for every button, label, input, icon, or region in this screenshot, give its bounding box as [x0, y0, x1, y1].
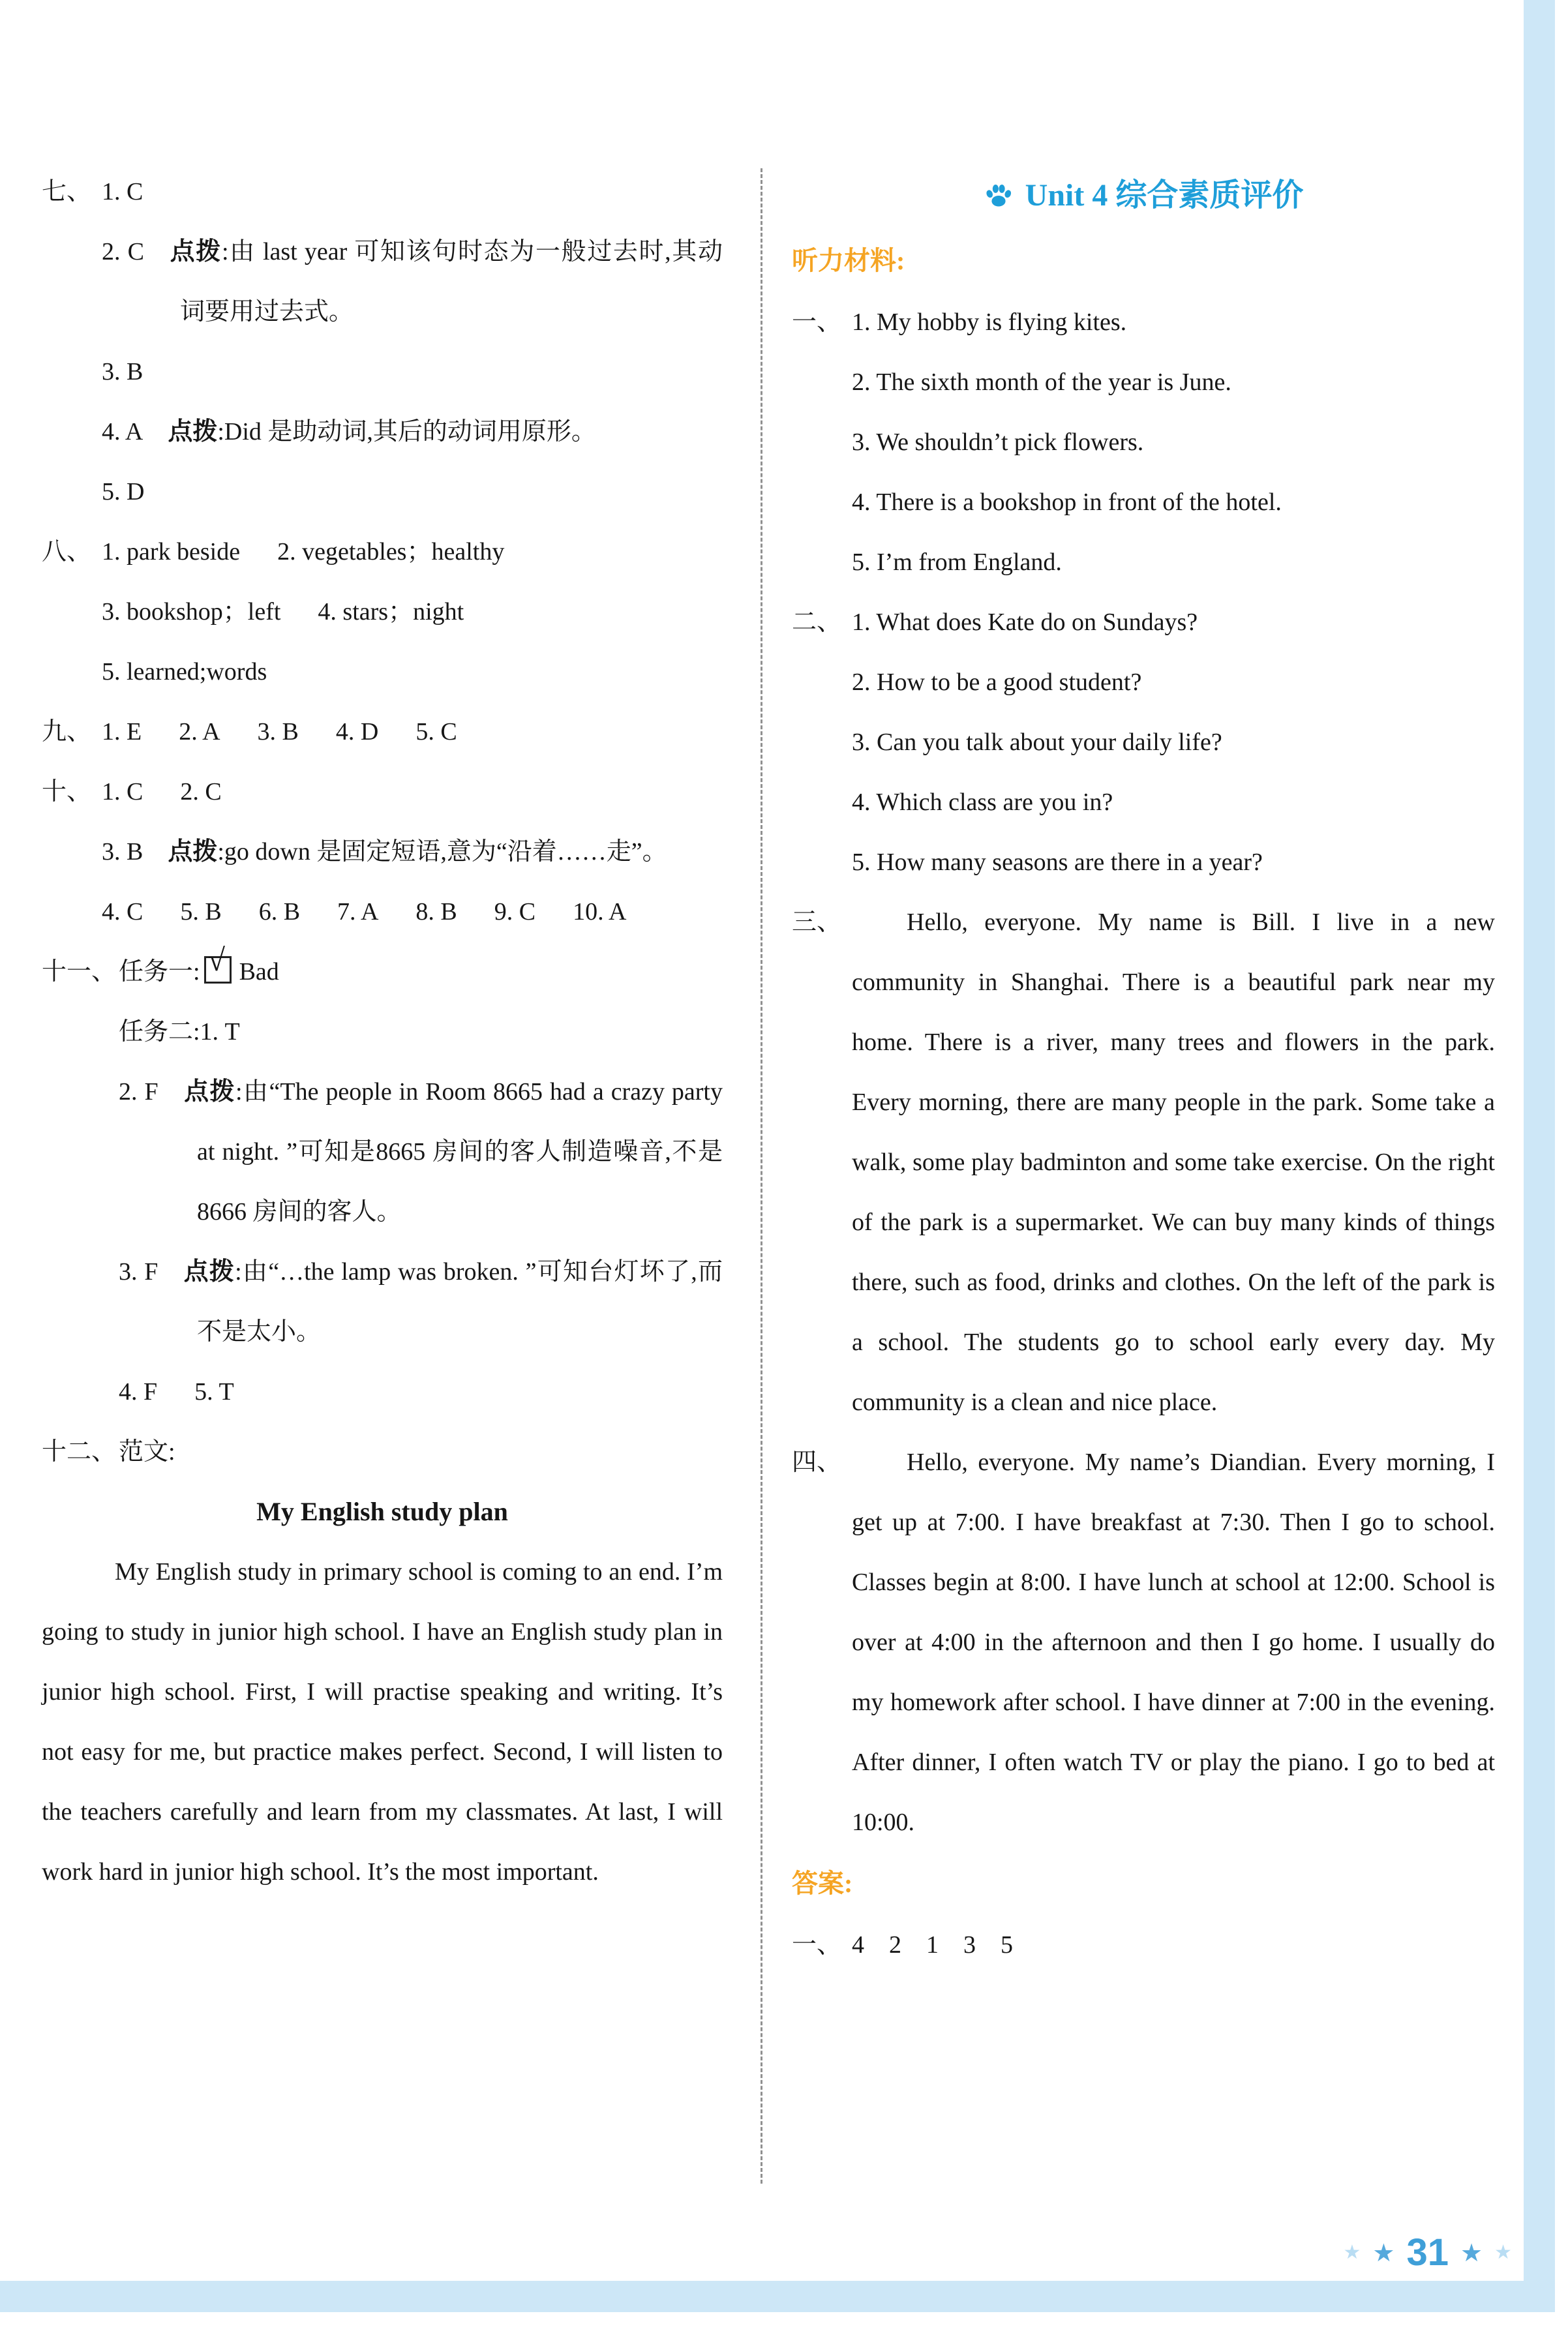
explanation-text: :由“…the lamp was broken. ”可知台灯坏了,而不是太小。 — [197, 1258, 723, 1346]
dianbo-label: 点拨 — [169, 238, 222, 265]
task1-line — [119, 942, 723, 1002]
listening-line: 2. How to be a good student? — [852, 669, 1142, 696]
section-8-marker: 八、 — [42, 538, 92, 565]
explanation-text: :由“The people in Room 8665 had a crazy party at night. ”可知是8665 房间的客人制造噪音,不是8666 房间的客人。 — [197, 1078, 723, 1226]
checkbox-checked — [204, 943, 232, 984]
task1-label: 任务一: — [119, 958, 200, 986]
paw-icon — [984, 181, 1014, 211]
answers-section-1-marker: 一、 — [792, 1931, 842, 1959]
answer-line: 3. bookshop；left 4. stars；night — [102, 598, 464, 625]
section-8 — [42, 522, 723, 702]
listening-line: 3. We shouldn’t pick flowers. — [852, 429, 1144, 456]
section-9 — [42, 702, 723, 762]
listening-section-4-marker: 四、 — [792, 1449, 842, 1476]
section-10-marker: 十、 — [42, 778, 92, 805]
essay-label: 范文: — [119, 1438, 175, 1466]
answers-section-1 — [792, 1915, 1495, 1975]
answer-line — [119, 1062, 723, 1242]
listening-section-1-marker: 一、 — [792, 309, 842, 336]
left-column — [42, 162, 723, 1902]
answer-line: 1. park beside 2. vegetables；healthy — [102, 538, 505, 565]
explanation-text: :go down 是固定短语,意为“沿着……走”。 — [217, 838, 667, 865]
section-9-marker: 九、 — [42, 718, 92, 745]
page-edge-right — [1524, 0, 1555, 2300]
answer-line — [102, 402, 723, 462]
unit-title-text: Unit 4 综合素质评价 — [1025, 178, 1304, 213]
dianbo-label: 点拨 — [183, 1258, 235, 1286]
section-11-marker: 十一、 — [42, 958, 117, 986]
section-7-marker: 七、 — [42, 178, 92, 205]
answers-label: 答案: — [792, 1869, 853, 1898]
check-mark-icon: √ — [207, 943, 225, 978]
listening-line: 1. My hobby is flying kites. — [852, 309, 1127, 336]
answer-line: 4. C 5. B 6. B 7. A 8. B 9. C 10. A — [102, 898, 627, 926]
dianbo-label: 点拨 — [168, 838, 218, 865]
listening-passage: Hello, everyone. My name’s Diandian. Every morning, I get up at 7:00. I have breakfast at 7:30. Then I go to school. Classes begin at 8:00. I have lunch at school at 12:00. School is over at 4:00 in the afternoon and then I go home. I usually do my homework after school. I have dinner at 7:00 in the evening. After dinner, I often watch TV or play the piano. I go to bed at 10:00. — [852, 1449, 1495, 1836]
listening-section-2-marker: 二、 — [792, 609, 842, 636]
column-divider — [761, 168, 762, 2184]
essay-title: My English study plan — [256, 1497, 508, 1526]
listening-material-label: 听力材料: — [792, 246, 905, 275]
answer-text: 3. B — [102, 838, 168, 865]
star-icon: ★ — [1494, 2240, 1512, 2264]
section-7 — [42, 162, 723, 522]
page-footer — [1344, 2231, 1512, 2274]
listening-passage: Hello, everyone. My name is Bill. I live in a new community in Shanghai. There is a beautiful park near my home. There is a river, many trees and flowers in the park. Every morning, there are many people in the park. Some take a walk, some play badminton and some take exercise. On the right of the park is a supermarket. We can buy many kinds of things there, such as food, drinks and clothes. On the left of the park is a school. The students go to school early every day. My community is a clean and nice place. — [852, 909, 1495, 1416]
listening-section-2 — [792, 592, 1495, 892]
listening-section-1 — [792, 292, 1495, 592]
dianbo-label: 点拨 — [183, 1078, 236, 1106]
answer-text: 2. F — [119, 1078, 183, 1106]
answer-line — [102, 822, 723, 882]
star-icon: ★ — [1343, 2240, 1361, 2264]
explanation-text: :Did 是助动词,其后的动词用原形。 — [217, 418, 596, 445]
answers-line: 4 2 1 3 5 — [852, 1931, 1013, 1959]
section-11 — [42, 942, 723, 1422]
listening-section-3 — [792, 892, 1495, 1432]
listening-line: 1. What does Kate do on Sundays? — [852, 609, 1198, 636]
task1-answer: Bad — [239, 958, 279, 986]
answer-text: 2. C — [102, 238, 169, 265]
answer-text: 3. F — [119, 1258, 183, 1286]
listening-line: 5. How many seasons are there in a year? — [852, 849, 1263, 876]
listening-line: 3. Can you talk about your daily life? — [852, 729, 1222, 756]
answer-line: 4. F 5. T — [119, 1378, 234, 1406]
listening-line: 5. I’m from England. — [852, 549, 1062, 576]
page-edge-bottom — [0, 2281, 1555, 2312]
answer-line: 5. D — [102, 478, 145, 505]
listening-section-3-marker: 三、 — [792, 909, 842, 936]
page-number: 31 — [1406, 2231, 1449, 2274]
section-10 — [42, 762, 723, 942]
answer-text: 4. A — [102, 418, 168, 445]
essay-body: My English study in primary school is coming to an end. I’m going to study in junior high school. I have an English study plan in junior high school. First, I will practise speaking and writing. It’s not easy for me, but practice makes perfect. Second, I will listen to the teachers carefully and learn from my classmates. At last, I will work hard in junior high school. It’s the most important. — [42, 1558, 723, 1886]
section-12-marker: 十二、 — [42, 1438, 117, 1466]
answer-line: 5. learned;words — [102, 658, 267, 685]
right-column — [792, 162, 1495, 1975]
answer-line: 1. C 2. C — [102, 778, 222, 805]
answer-line: 3. B — [102, 358, 143, 385]
listening-section-4 — [792, 1432, 1495, 1852]
listening-line: 2. The sixth month of the year is June. — [852, 369, 1231, 396]
answer-line: 1. E 2. A 3. B 4. D 5. C — [102, 718, 457, 745]
answer-line: 1. C — [102, 178, 143, 205]
explanation-text: :由 last year 可知该句时态为一般过去时,其动词要用过去式。 — [180, 238, 723, 325]
section-12 — [42, 1422, 723, 1482]
answer-line — [102, 222, 723, 342]
listening-line: 4. There is a bookshop in front of the hotel. — [852, 489, 1282, 516]
star-icon: ★ — [1372, 2238, 1395, 2267]
listening-line: 4. Which class are you in? — [852, 789, 1113, 816]
unit-title — [792, 162, 1495, 230]
star-icon: ★ — [1460, 2238, 1483, 2267]
dianbo-label: 点拨 — [168, 418, 218, 445]
answer-line — [119, 1242, 723, 1362]
task2-line: 任务二:1. T — [119, 1018, 240, 1046]
